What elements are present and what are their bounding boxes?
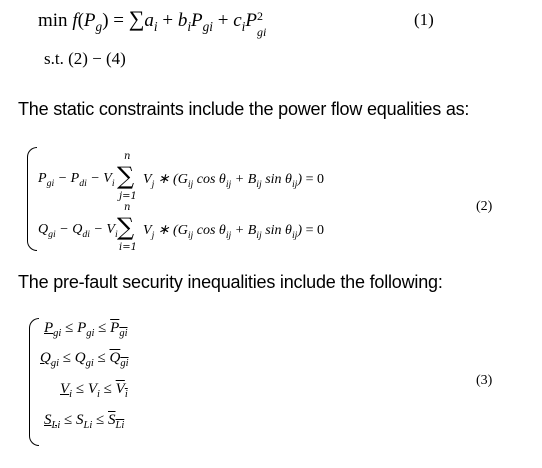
reactive-power-limit: $Q_{gi} \le Q_{gi} \le Q_{gi}$ <box>40 350 129 369</box>
paragraph-power-flow: The static constraints include the power flow equalities as: <box>18 99 470 119</box>
subject-to-line: s.t. (2) − (4) <box>44 49 126 68</box>
summation-icon-2: ∑ <box>117 213 135 241</box>
line-flow-limit: $S_{Li} \le S_{Li} \le S_{Li}$ <box>44 412 125 431</box>
summation-icon-1: ∑ <box>117 162 135 190</box>
q-balance-rhs: $V_j$ ∗ ($G_{ij}$ $\cos \theta_{ij} + B_{ij}$ $\sin \theta_{ij}) = 0$ <box>143 223 324 241</box>
sum-upper-limit-2: n <box>124 202 131 213</box>
voltage-limit: $V_i \le V_i \le V_i$ <box>60 381 128 400</box>
equation-number-1: (1) <box>414 10 434 29</box>
left-brace-eq2 <box>27 147 37 251</box>
sum-upper-limit-1: n <box>124 151 131 162</box>
p-balance-equation: $P_{gi} - P_{di} - V_i$ <box>38 171 115 189</box>
paragraph-security-inequalities: The pre-fault security inequalities include the following: <box>18 272 443 292</box>
left-brace-eq3 <box>29 318 39 446</box>
active-power-limit: $P_{gi} \le P_{gi} \le P_{gi}$ <box>44 320 128 339</box>
equation-number-3: (3) <box>476 373 493 388</box>
objective-equation: $\min f(P_g) = \sum a_i + b_iP_{gi} + c_iP$ 2 gi <box>38 6 267 39</box>
sum-lower-limit-1: j=1 <box>119 191 137 202</box>
q-balance-equation: $Q_{gi} - Q_{di} - V_i$ <box>38 222 118 240</box>
equation-number-2: (2) <box>476 199 493 214</box>
p-balance-rhs: $V_j$ ∗ ($G_{ij}$ $\cos \theta_{ij} + B_{ij}$ $\sin \theta_{ij}) = 0$ <box>143 172 324 190</box>
sum-lower-limit-2: i=1 <box>119 242 137 253</box>
